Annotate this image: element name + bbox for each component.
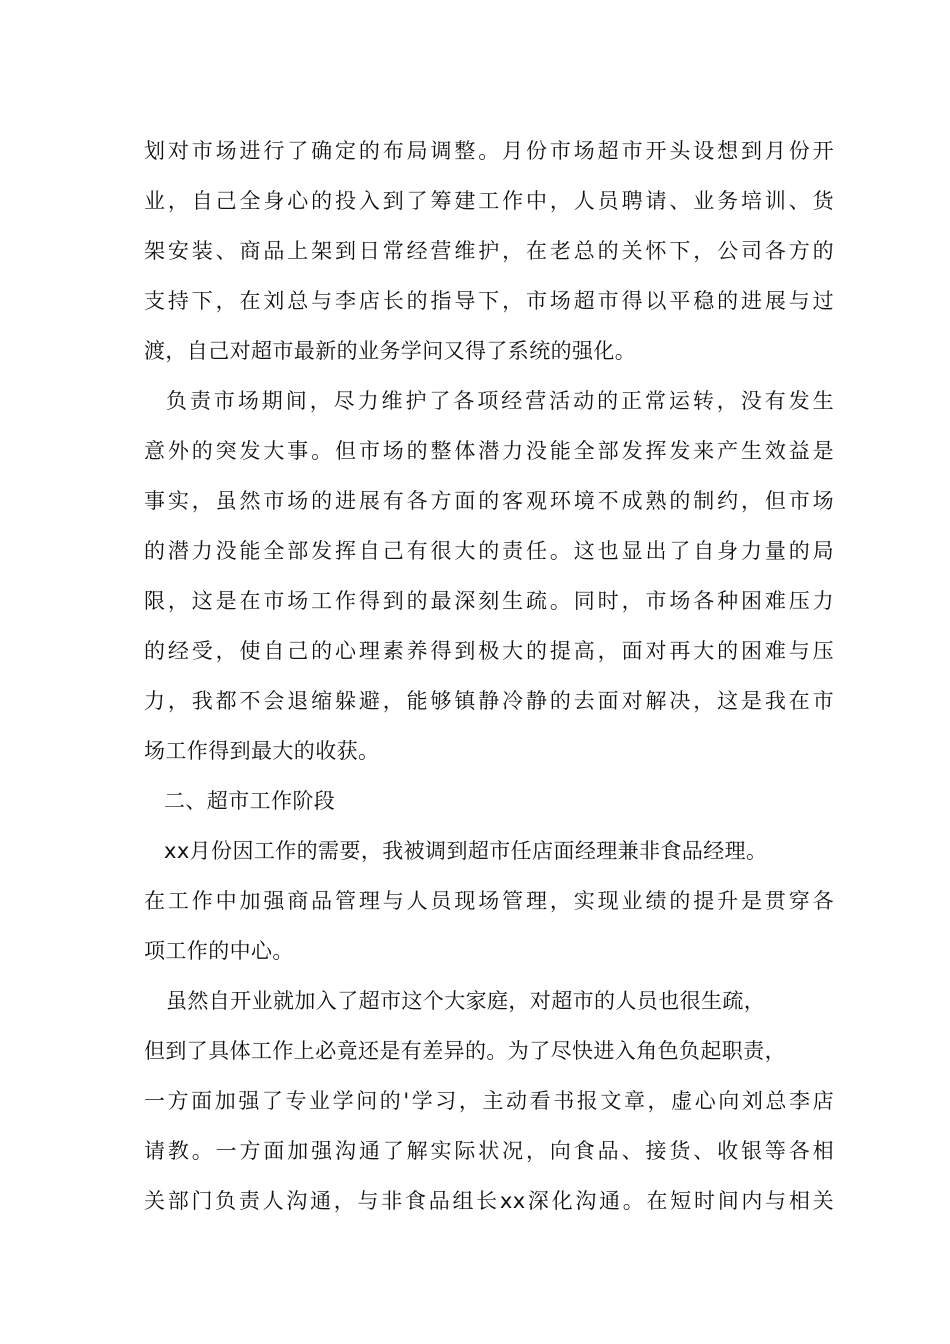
text-line: 意外的突发大事。但市场的整体潜力没能全部发挥发来产生效益是 [144,439,834,463]
text-line: 负责市场期间，尽力维护了各项经营活动的正常运转，没有发生 [166,389,834,413]
text-line: 一方面加强了专业学问的'学习，主动看书报文章，虚心向刘总李店 [144,1089,834,1113]
text-line: 业，自己全身心的投入到了筹建工作中，人员聘请、业务培训、货 [144,189,834,213]
text-line: 关部门负责人沟通，与非食品组长xx深化沟通。在短时间内与相关 [144,1189,834,1213]
text-line: 力，我都不会退缩躲避，能够镇静冷静的去面对解决，这是我在市 [144,689,834,713]
text-line: 项工作的中心。 [144,939,294,963]
text-line: 虽然自开业就加入了超市这个大家庭，对超市的人员也很生疏， [166,989,766,1013]
text-line: 在工作中加强商品管理与人员现场管理，实现业绩的提升是贯穿各 [144,889,834,913]
text-line: 的经受，使自己的心理素养得到极大的提高，面对再大的困难与压 [144,639,834,663]
text-line: 限，这是在市场工作得到的最深刻生疏。同时，市场各种困难压力 [144,589,834,613]
section-heading: 二、超市工作阶段 [164,789,336,813]
text-line: xx月份因工作的需要，我被调到超市任店面经理兼非食品经理。 [164,839,768,863]
text-line: 支持下，在刘总与李店长的指导下，市场超市得以平稳的进展与过 [144,289,834,313]
text-line: 但到了具体工作上必竟还是有差异的。为了尽快进入角色负起职责， [144,1039,786,1063]
text-line: 请教。一方面加强沟通了解实际状况，向食品、接货、收银等各相 [144,1139,834,1163]
text-line: 的潜力没能全部发挥自己有很大的责任。这也显出了自身力量的局 [144,539,834,563]
document-body [144,131,834,1231]
text-line: 渡，自己对超市最新的业务学问又得了系统的强化。 [144,339,637,363]
text-line: 场工作得到最大的收获。 [144,739,380,763]
text-line: 架安装、商品上架到日常经营维护，在老总的关怀下，公司各方的 [144,239,834,263]
text-line: 事实，虽然市场的进展有各方面的客观环境不成熟的制约，但市场 [144,489,834,513]
text-line: 划对市场进行了确定的布局调整。月份市场超市开头设想到月份开 [144,139,834,163]
